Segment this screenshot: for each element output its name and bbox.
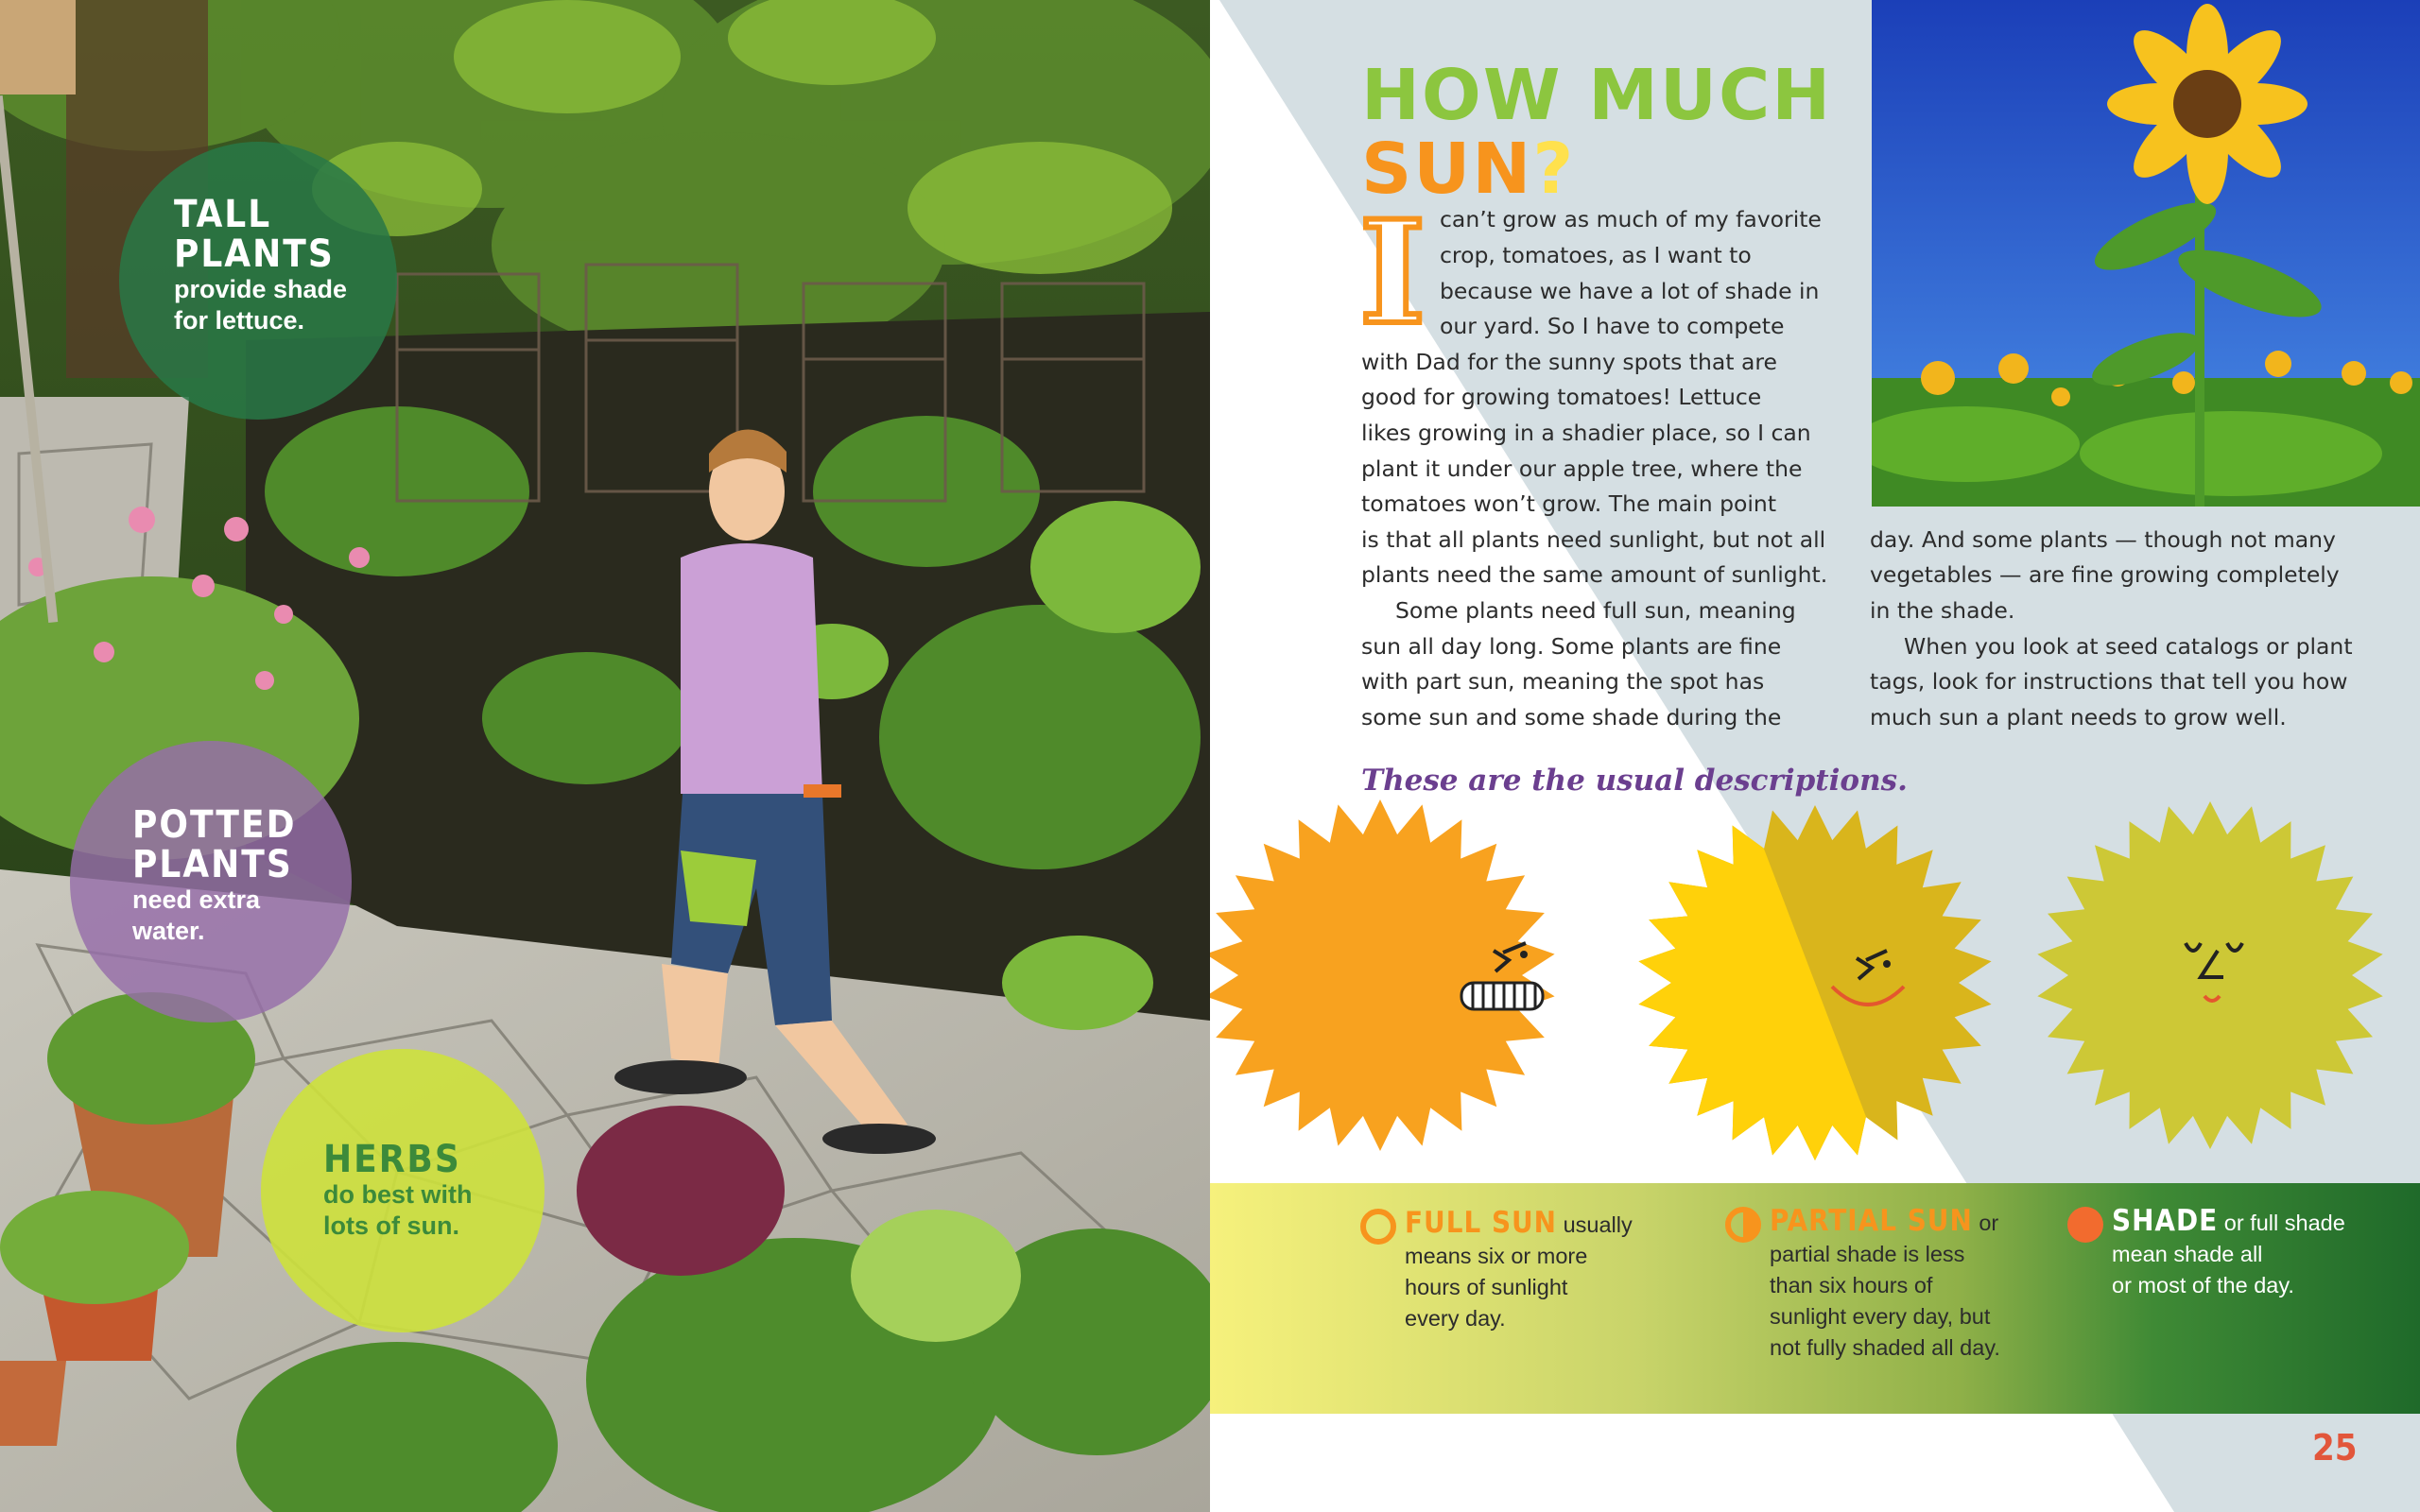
legend-line: every day. [1405, 1306, 1506, 1331]
sunflower-illustration [1872, 0, 2420, 507]
partial-sun-character [1638, 805, 1991, 1160]
text-line: sun all day long. Some plants are fine [1361, 633, 1782, 660]
shade-sun-character [2037, 801, 2382, 1149]
text-line: can’t grow as much of my favorite [1440, 206, 1822, 232]
callout-text-line: provide shade [174, 275, 348, 303]
legend-first-words: or full shade [2223, 1211, 2345, 1235]
half-circle-icon [1724, 1206, 1762, 1244]
legend-text [2066, 1206, 2369, 1239]
legend-label: FULL SUN [1405, 1206, 1558, 1240]
descriptions-heading: These are the usual descriptions. [1361, 764, 1908, 798]
text-line: Some plants need full sun, meaning [1395, 597, 1796, 624]
callout-text-line: need extra [132, 885, 261, 914]
legend-line: means six or more [1405, 1244, 1588, 1268]
legend-first-words: or [1979, 1211, 1999, 1235]
legend-label: PARTIAL SUN [1770, 1204, 1973, 1238]
title-question-mark: ? [1532, 129, 1576, 210]
callout-title-line: POTTED [132, 803, 297, 847]
legend-line: hours of sunlight [1405, 1275, 1568, 1299]
tall-plants-callout [119, 142, 397, 420]
sunflower-photo [1872, 0, 2420, 507]
sun-legend-band [1210, 1183, 2420, 1414]
solid-circle-icon [2066, 1206, 2104, 1244]
legend-text [1359, 1208, 1643, 1241]
sun-eye [1883, 960, 1891, 968]
text-line: plant it under our apple tree, where the [1361, 455, 1803, 482]
callout-text-line: water. [132, 917, 205, 945]
legend-label: SHADE [2112, 1204, 2219, 1238]
title-word-sun: SUN [1361, 129, 1533, 210]
legend-line: not fully shaded all day. [1770, 1335, 2000, 1360]
sun-body [1210, 799, 1555, 1151]
text-line: crop, tomatoes, as I want to [1440, 242, 1752, 268]
page-number: 25 [2312, 1427, 2358, 1469]
legend-line: mean shade all [2112, 1242, 2263, 1266]
callout-text-line: lots of sun. [323, 1211, 459, 1240]
legend-line: or most of the day. [2112, 1273, 2294, 1297]
page-title [1361, 55, 1833, 210]
legend-line: than six hours of [1770, 1273, 1933, 1297]
callout-title-line: HERBS [323, 1138, 461, 1181]
full-sun-character [1210, 799, 1555, 1151]
callout-title-line: TALL [174, 193, 272, 236]
text-line: some sun and some shade during the [1361, 704, 1782, 730]
text-line: with Dad for the sunny spots that are [1361, 349, 1777, 375]
legend-partial-sun [1724, 1206, 2027, 1364]
text-line: with part sun, meaning the spot has [1361, 668, 1765, 695]
potted-plants-callout [70, 741, 352, 1022]
drop-cap: I [1359, 190, 1426, 356]
herbs-callout [261, 1049, 544, 1332]
legend-shade [2066, 1206, 2369, 1301]
legend-first-words: usually [1563, 1212, 1633, 1237]
text-line: because we have a lot of shade in [1440, 278, 1820, 304]
text-line: vegetables — are fine growing completely [1870, 561, 2340, 588]
sun-eye [1520, 951, 1528, 958]
title-line-sun [1361, 129, 1832, 210]
callout-text-line: for lettuce. [174, 306, 305, 335]
legend-text [1724, 1206, 2027, 1239]
legend-full-sun [1359, 1208, 1643, 1334]
full-circle-outline-icon [1359, 1208, 1397, 1246]
text-line: in the shade. [1870, 597, 2015, 624]
text-line: likes growing in a shadier place, so I can [1361, 420, 1811, 446]
text-line: tomatoes won’t grow. The main point [1361, 490, 1777, 517]
callout-title-line: PLANTS [174, 232, 335, 276]
text-line: much sun a plant needs to grow well. [1870, 704, 2287, 730]
callout-title-line: PLANTS [132, 843, 293, 886]
text-line: tags, look for instructions that tell you how [1870, 668, 2348, 695]
callout-text-line: do best with [323, 1180, 473, 1209]
text-line: good for growing tomatoes! Lettuce [1361, 384, 1762, 410]
legend-line: sunlight every day, but [1770, 1304, 1991, 1329]
text-page [1210, 0, 2420, 1512]
text-line: day. And some plants — though not many [1870, 526, 2336, 553]
legend-line: partial shade is less [1770, 1242, 1965, 1266]
text-line: plants need the same amount of sunlight. [1361, 561, 1828, 588]
text-line: When you look at seed catalogs or plant [1904, 633, 2353, 660]
title-line-how-much: HOW MUCH [1361, 55, 1833, 136]
text-line: is that all plants need sunlight, but not all [1361, 526, 1826, 553]
text-line: our yard. So I have to compete [1440, 313, 1785, 339]
sun-characters [1210, 784, 2420, 1181]
